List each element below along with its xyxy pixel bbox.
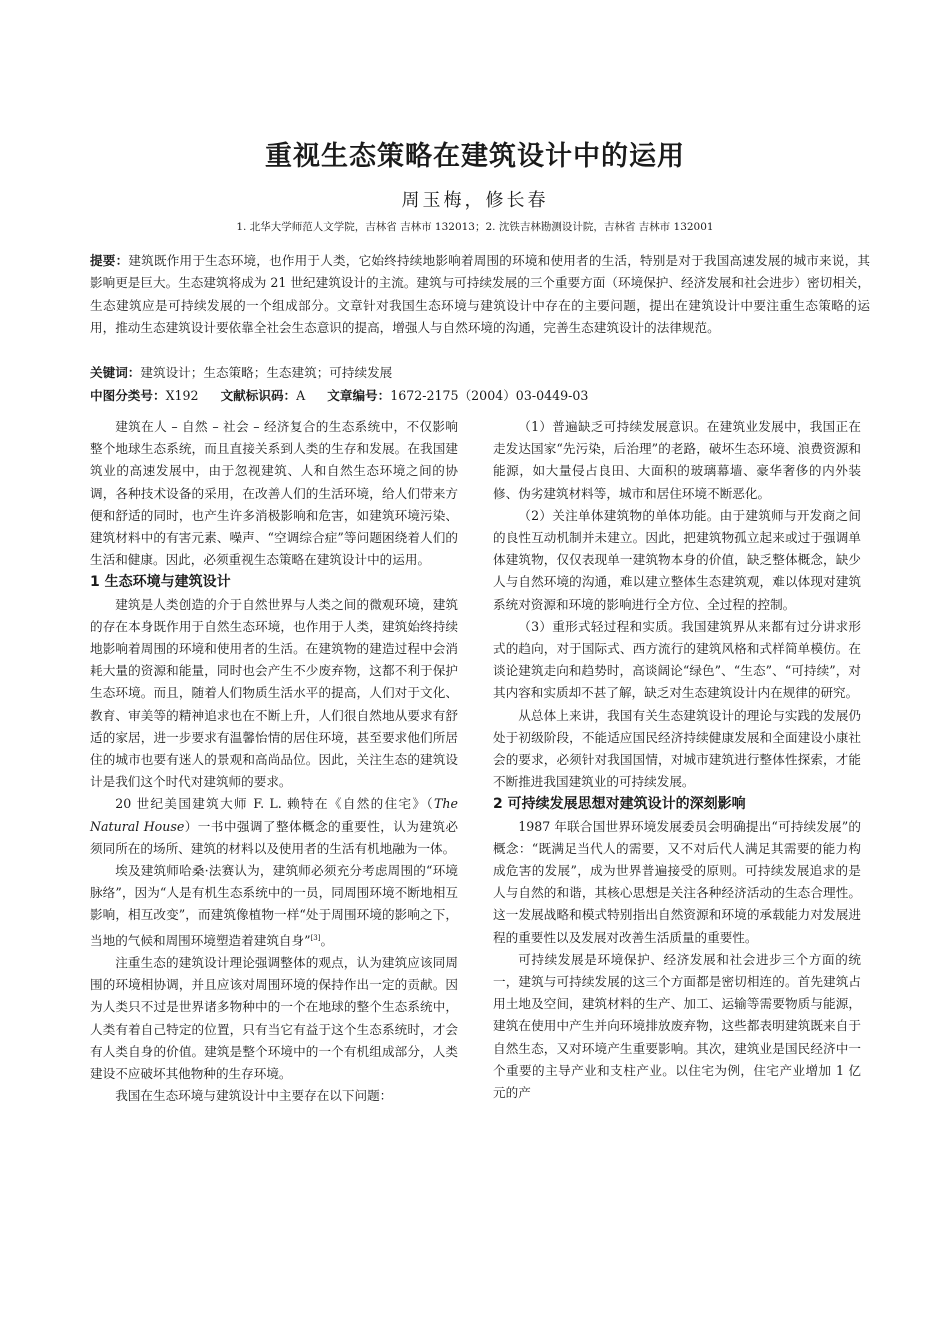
abstract-text: 建筑既作用于生态环境，也作用于人类，它始终持续地影响着周围的环境和使用者的生活，特别是对于我国高速发展的城市来说，其影响更是巨大。生态建筑将成为 21 世纪建筑设计的主流。建筑与可持续发展的三个重要方面（环境保护、经济发展和社会进步）密切相关，生态建筑应是可持续发展的一个组成部分。文章针对我国生态环境与建筑设计中存在的主要问题，提出在建筑设计中要注重生态策略的运用，推动生态建筑设计要依靠全社会生态意识的提高，增强人与自然环境的沟通，完善生态建筑设计的法律规范。 bbox=[90, 253, 871, 336]
paragraph: 建筑是人类创造的介于自然世界与人类之间的微观环境，建筑的存在本身既作用于自然生态环境，也作用于人类，建筑始终持续地影响着周围的环境和使用者的生活。在建筑物的建造过程中会消耗大量的资源和能量，同时也会产生不少废弃物，这都不利于保护生态环境。而且，随着人们物质生活水平的提高，人们对于文化、教育、审美等的精神追求也在不断上升，人们很自然地从要求有舒适的家居，进一步要求有温馨怡情的居住环境，甚至要求他们所居住的城市也要有迷人的景观和高尚品位。因此，关注生态的建筑设计是我们这个时代对建筑师的要求。 bbox=[90, 596, 458, 790]
paragraph: （1）普遍缺乏可持续发展意识。在建筑业发展中，我国正在走发达国家“先污染，后治理”的老路，破坏生态环境、浪费资源和能源，如大量侵占良田、大面积的玻璃幕墙、豪华奢侈的内外装修、伪劣建筑材料等，城市和居住环境不断恶化。 bbox=[493, 419, 861, 501]
paragraph: 我国在生态环境与建筑设计中主要存在以下问题： bbox=[115, 1088, 393, 1104]
keywords-label: 关键词： bbox=[90, 365, 141, 380]
clc-label: 中图分类号： bbox=[90, 388, 166, 403]
paragraph: 建筑在人 – 自然 – 社会 – 经济复合的生态系统中，不仅影响整个地球生态系统，而且直接关系到人类的生存和发展。在我国建筑业的高速发展中，由于忽视建筑、人和自然生态环境之间的协调，各种技术设备的采用，在改善人们的生活环境，给人们带来方便和舒适的同时，也产生许多消极影响和危害，如建筑环境污染、建筑材料中的有害元素、噪声、“空调综合症”等问题困绕着人们的生活和健康。因此，必须重视生态策略在建筑设计中的运用。 bbox=[90, 419, 458, 568]
citation-ref[interactable]: [3] bbox=[310, 933, 321, 942]
keywords-text: 建筑设计；生态策略；生态建筑；可持续发展 bbox=[140, 365, 393, 380]
keywords bbox=[90, 362, 870, 384]
paragraph: 1987 年联合国世界环境发展委员会明确提出“可持续发展”的概念：“既满足当代人的需要，又不对后代人满足其需要的能力构成危害的发展”，成为世界普遍接受的原则。可持续发展追求的是人与自然的和谐，其核心思想是关注各种经济活动的生态合理性。这一发展战略和模式特别指出自然资源和环境的承载能力对发展进程的重要性以及发展对改善生活质量的重要性。 bbox=[493, 818, 861, 945]
doc-code-value: A bbox=[296, 388, 306, 403]
abstract-label: 提要： bbox=[90, 253, 129, 268]
clc-value: X192 bbox=[165, 388, 199, 403]
article-number-label: 文章编号： bbox=[327, 388, 391, 403]
paragraph: （2）关注单体建筑物的单体功能。由于建筑师与开发商之间的良性互动机制并未建立。因此，把建筑物孤立起来或过于强调单体建筑物，仅仅表现单一建筑物本身的价值，缺乏整体概念，缺少人与自然环境的沟通，难以建立整体生态建筑观，难以体现对建筑系统对资源和环境的影响进行全方位、全过程的控制。 bbox=[493, 507, 861, 612]
paragraph-wright: 20 世纪美国建筑大师 F. L. 赖特在《自然的住宅》（The Natural House）一书中强调了整体概念的重要性，认为建筑必须同所在的场所、建筑的材料以及使用者的生活有机地融为一体。 bbox=[90, 796, 458, 856]
section-heading-2: 2 可持续发展思想对建筑设计的深刻影响 bbox=[493, 796, 746, 813]
right-column bbox=[493, 416, 861, 1104]
paragraph-fathy: 埃及建筑师哈桑·法赛认为，建筑师必须充分考虑周围的“环境脉络”，因为“人是有机生态系统中的一员，同周围环境不断地相互影响，相互改变”，而建筑像植物一样“处于周围环境的影响之下，当地的气候和周围环境塑造着建筑自身”[3]。 bbox=[90, 863, 458, 948]
section-heading-1: 1 生态环境与建筑设计 bbox=[90, 574, 231, 591]
paragraph: 注重生态的建筑设计理论强调整体的观点，认为建筑应该同周围的环境相协调，并且应该对周围环境的保持作出一定的贡献。因为人类只不过是世界诸多物种中的一个在地球的整个生态系统中，人类有着自己特定的位置，只有当它有益于这个生态系统时，才会有人类自身的价值。建筑是整个环境中的一个有机组成部分，人类建设不应破坏其他物种的生存环境。 bbox=[90, 955, 458, 1082]
doc-code-label: 文献标识码： bbox=[220, 388, 297, 403]
article-number-value: 1672-2175（2004）03-0449-03 bbox=[390, 388, 589, 403]
paragraph: 从总体上来讲，我国有关生态建筑设计的理论与实践的发展仍处于初级阶段，不能适应国民经济持续健康发展和全面建设小康社会的要求，必须针对我国国情，对城市建筑进行整体性探索，才能不断推进我国建筑业的可持续发展。 bbox=[493, 707, 861, 790]
classification-line bbox=[90, 385, 870, 407]
abstract bbox=[90, 250, 870, 340]
paragraph: 可持续发展是环境保护、经济发展和社会进步三个方面的统一，建筑与可持续发展的这三个方面都是密切相连的。首先建筑占用土地及空间，建筑材料的生产、加工、运输等需要物质与能源，建筑在使用中产生并向环境排放废弃物，这些都表明建筑既来自于自然生态，又对环境产生重要影响。其次，建筑业是国民经济中一个重要的主导产业和支柱产业。以住宅为例，住宅产业增加 1 亿元的产 bbox=[493, 951, 861, 1101]
paragraph: （3）重形式轻过程和实质。我国建筑界从来都有过分讲求形式的趋向，对于国际式、西方流行的建筑风格和式样简单模仿。在谈论建筑走向和趋势时，高谈阔论“绿色”、“生态”、“可持续”，对其内容和实质却不甚了解，缺乏对生态建筑设计内在规律的研究。 bbox=[493, 618, 861, 701]
book-title-en: The Natural House bbox=[90, 796, 458, 834]
authors: 周玉梅，修长春 bbox=[401, 190, 549, 211]
left-column bbox=[90, 416, 458, 1107]
affiliations: 1. 北华大学师范人文学院，吉林省 吉林市 132013；2. 沈铁吉林勘测设计院，吉林省 吉林市 132001 bbox=[236, 221, 714, 233]
paper-title: 重视生态策略在建筑设计中的运用 bbox=[265, 141, 685, 172]
